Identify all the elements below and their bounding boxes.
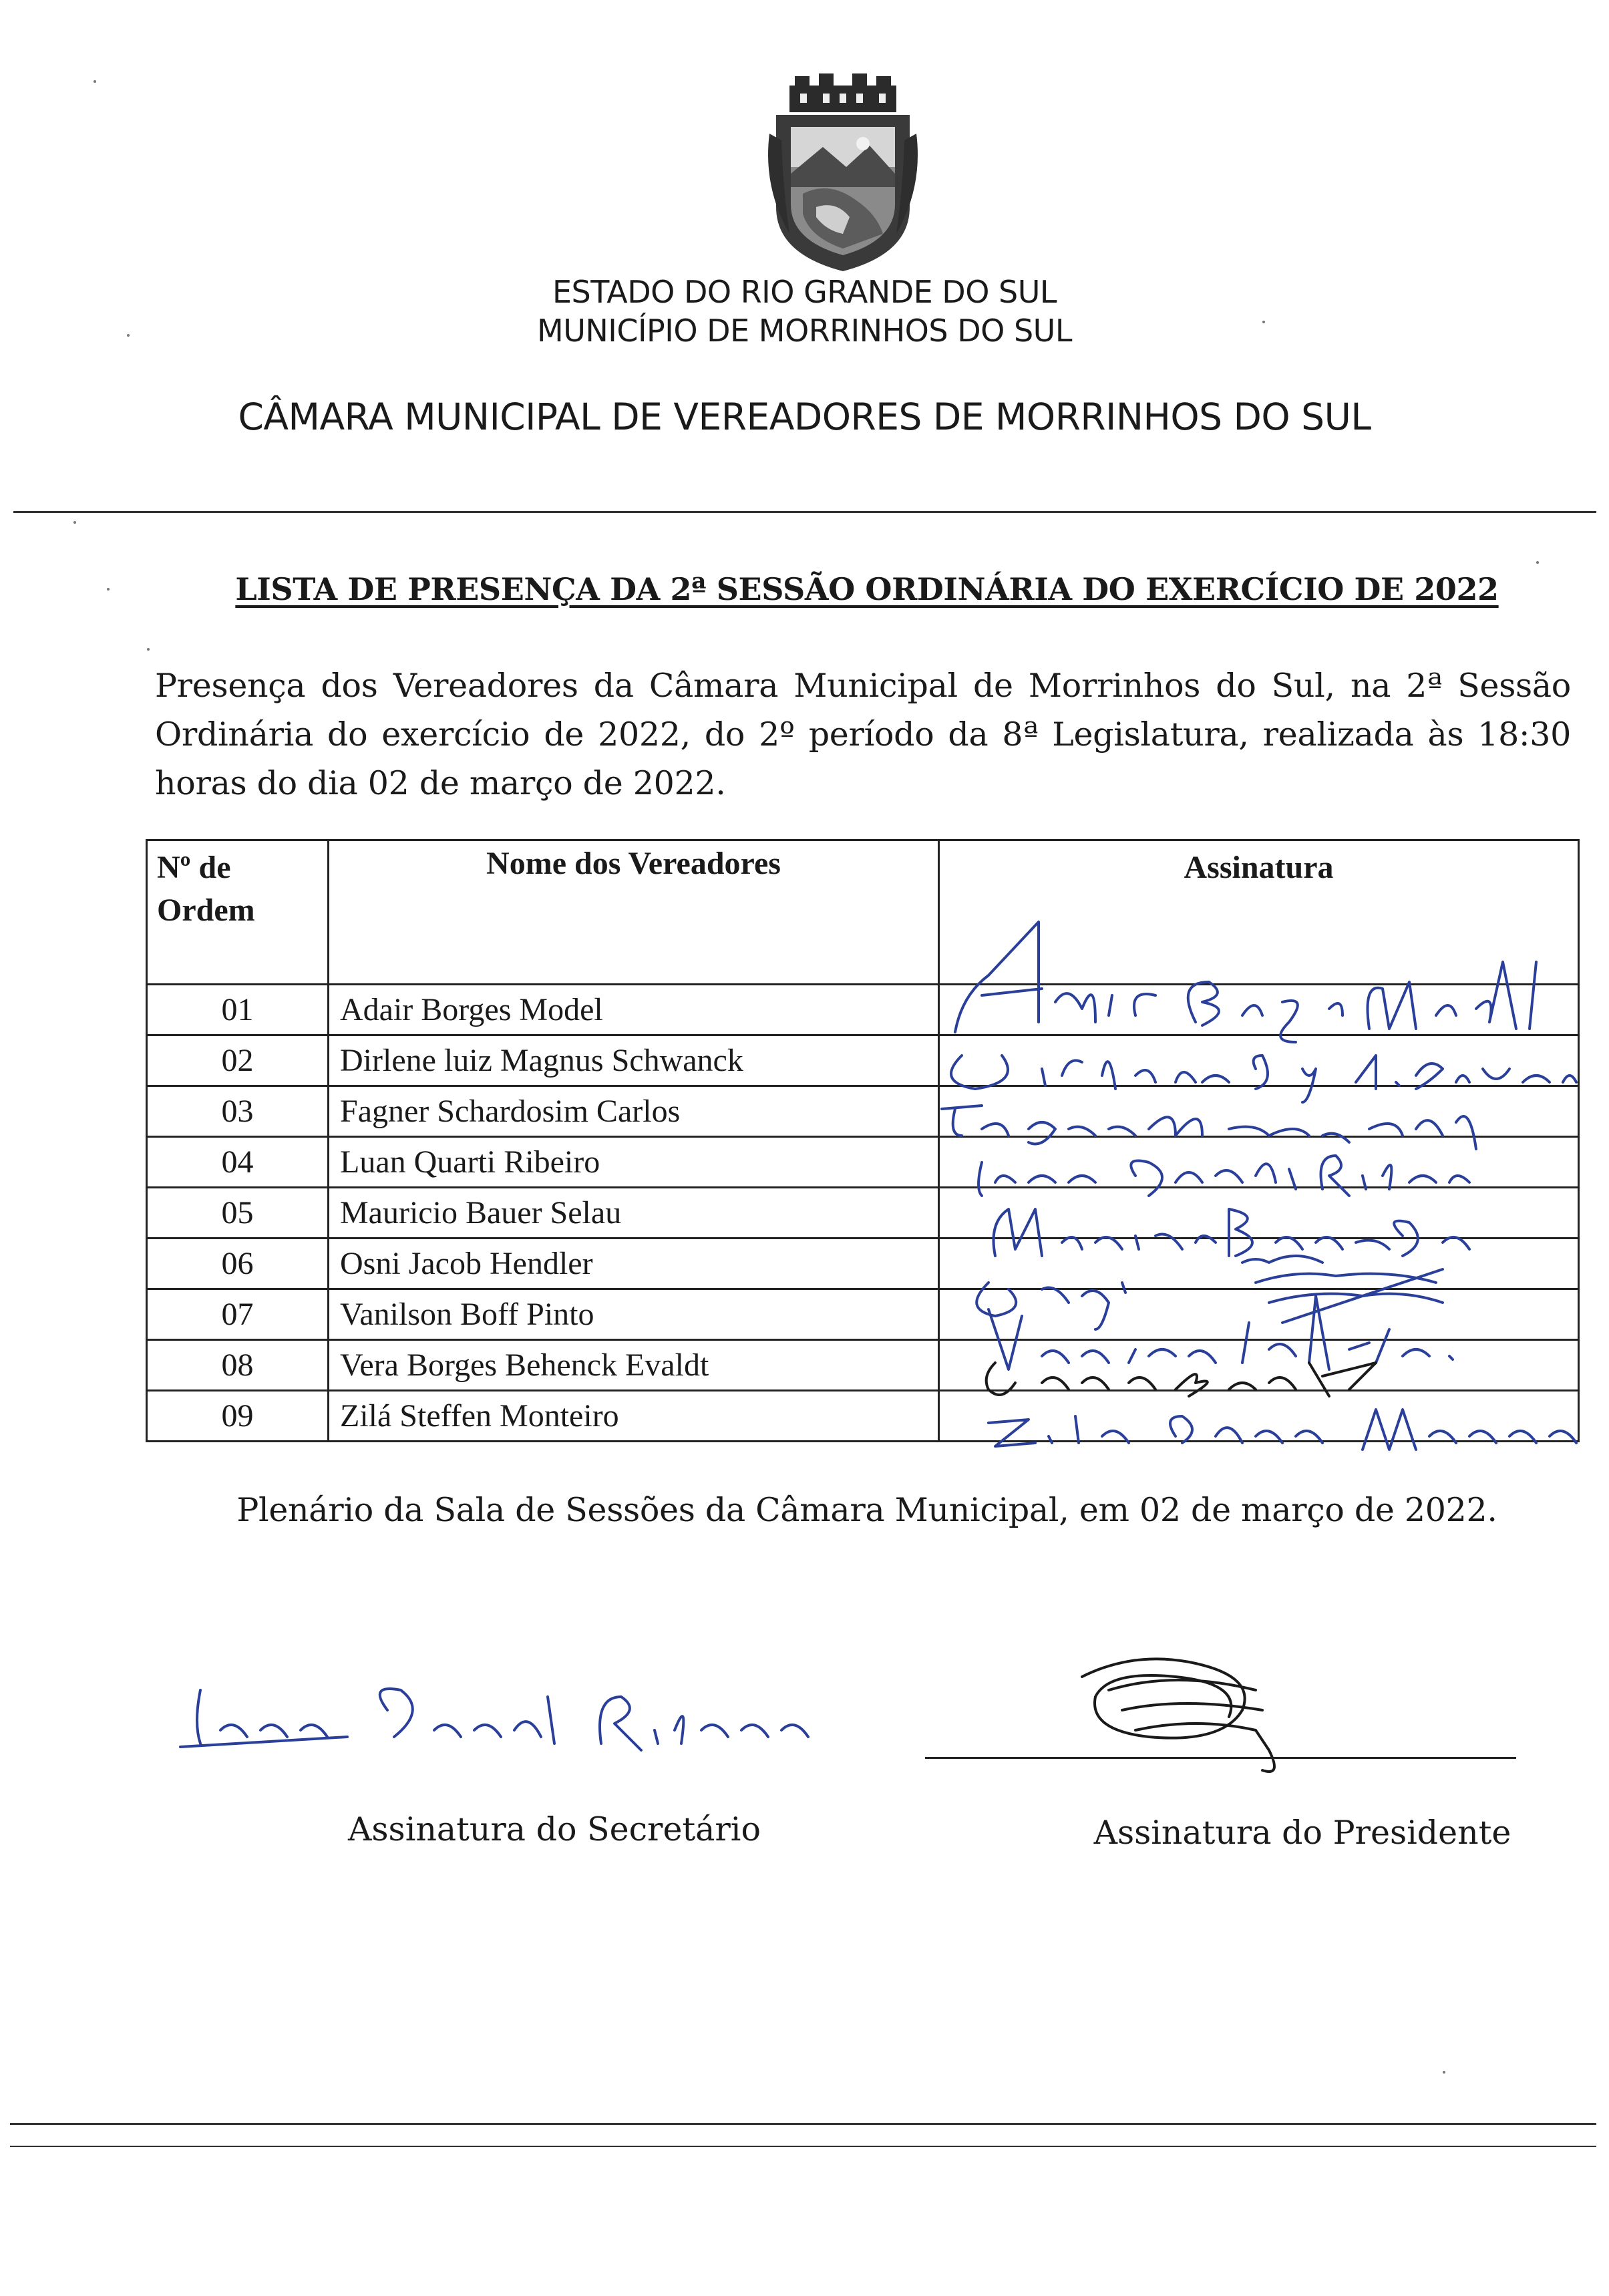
row-signature-cell [939,1188,1579,1239]
table-row [147,1340,1579,1391]
row-number: 09 [147,1391,329,1442]
row-signature-cell [939,1035,1579,1086]
row-name: Mauricio Bauer Selau [329,1188,939,1239]
municipality-name: MUNICÍPIO DE MORRINHOS DO SUL [537,313,1072,349]
header-order-line1: Nº de [157,850,231,885]
president-signature-line [925,1757,1516,1759]
president-signature-label: Assinatura do Presidente [1093,1814,1511,1852]
president-signature [1082,1659,1274,1772]
secretary-signature [180,1689,808,1750]
secretary-signature-label: Assinatura do Secretário [348,1810,761,1848]
table-row [147,985,1579,1035]
scan-speck [127,334,130,337]
table-header-row [147,840,1579,985]
scan-speck [107,588,110,591]
table-row [147,1391,1579,1442]
row-name: Vanilson Boff Pinto [329,1289,939,1340]
row-number: 04 [147,1137,329,1188]
table-row [147,1086,1579,1137]
row-name: Vera Borges Behenck Evaldt [329,1340,939,1391]
table-row [147,1239,1579,1289]
scan-speck [1536,561,1539,564]
row-name: Osni Jacob Hendler [329,1239,939,1289]
row-number: 03 [147,1086,329,1137]
row-number: 05 [147,1188,329,1239]
row-number: 08 [147,1340,329,1391]
header-signature: Assinatura [939,840,1579,985]
scan-speck [94,80,96,83]
row-signature-cell [939,1391,1579,1442]
municipal-crest-emblem [763,73,923,274]
intro-paragraph: Presença dos Vereadores da Câmara Municipal de Morrinhos do Sul, na 2ª Sessão Ordinária do exercício de 2022, do 2º período da 8ª Legislatura, realizada às 18:30 horas do dia 02 de março de 2022. [155,667,1571,802]
row-signature-cell [939,1086,1579,1137]
document-title: LISTA DE PRESENÇA DA 2ª SESSÃO ORDINÁRIA DO EXERCÍCIO DE 2022 [235,571,1499,607]
row-signature-cell [939,1340,1579,1391]
footer-divider-2 [10,2146,1596,2147]
table-row [147,1188,1579,1239]
row-name: Zilá Steffen Monteiro [329,1391,939,1442]
table-row [147,1035,1579,1086]
row-name: Adair Borges Model [329,985,939,1035]
row-name: Fagner Schardosim Carlos [329,1086,939,1137]
scan-speck [1443,2071,1445,2074]
header-name: Nome dos Vereadores [329,840,939,985]
state-name: ESTADO DO RIO GRANDE DO SUL [552,274,1057,310]
attendance-table [146,839,1580,1442]
scan-speck [73,521,76,524]
table-row [147,1289,1579,1340]
header-order-line2: Ordem [157,892,255,928]
scan-speck [1262,321,1265,323]
closing-statement: Plenário da Sala de Sessões da Câmara Municipal, em 02 de março de 2022. [236,1491,1497,1529]
header-order [147,840,329,985]
row-number: 01 [147,985,329,1035]
row-name: Dirlene luiz Magnus Schwanck [329,1035,939,1086]
row-name: Luan Quarti Ribeiro [329,1137,939,1188]
chamber-name: CÂMARA MUNICIPAL DE VEREADORES DE MORRINHOS DO SUL [238,395,1371,438]
row-number: 06 [147,1239,329,1289]
header-divider [13,511,1596,513]
footer-divider-1 [10,2123,1596,2125]
scan-speck [147,648,150,651]
row-signature-cell [939,1289,1579,1340]
table-row [147,1137,1579,1188]
row-number: 02 [147,1035,329,1086]
row-number: 07 [147,1289,329,1340]
row-signature-cell [939,985,1579,1035]
row-signature-cell [939,1137,1579,1188]
row-signature-cell [939,1239,1579,1289]
